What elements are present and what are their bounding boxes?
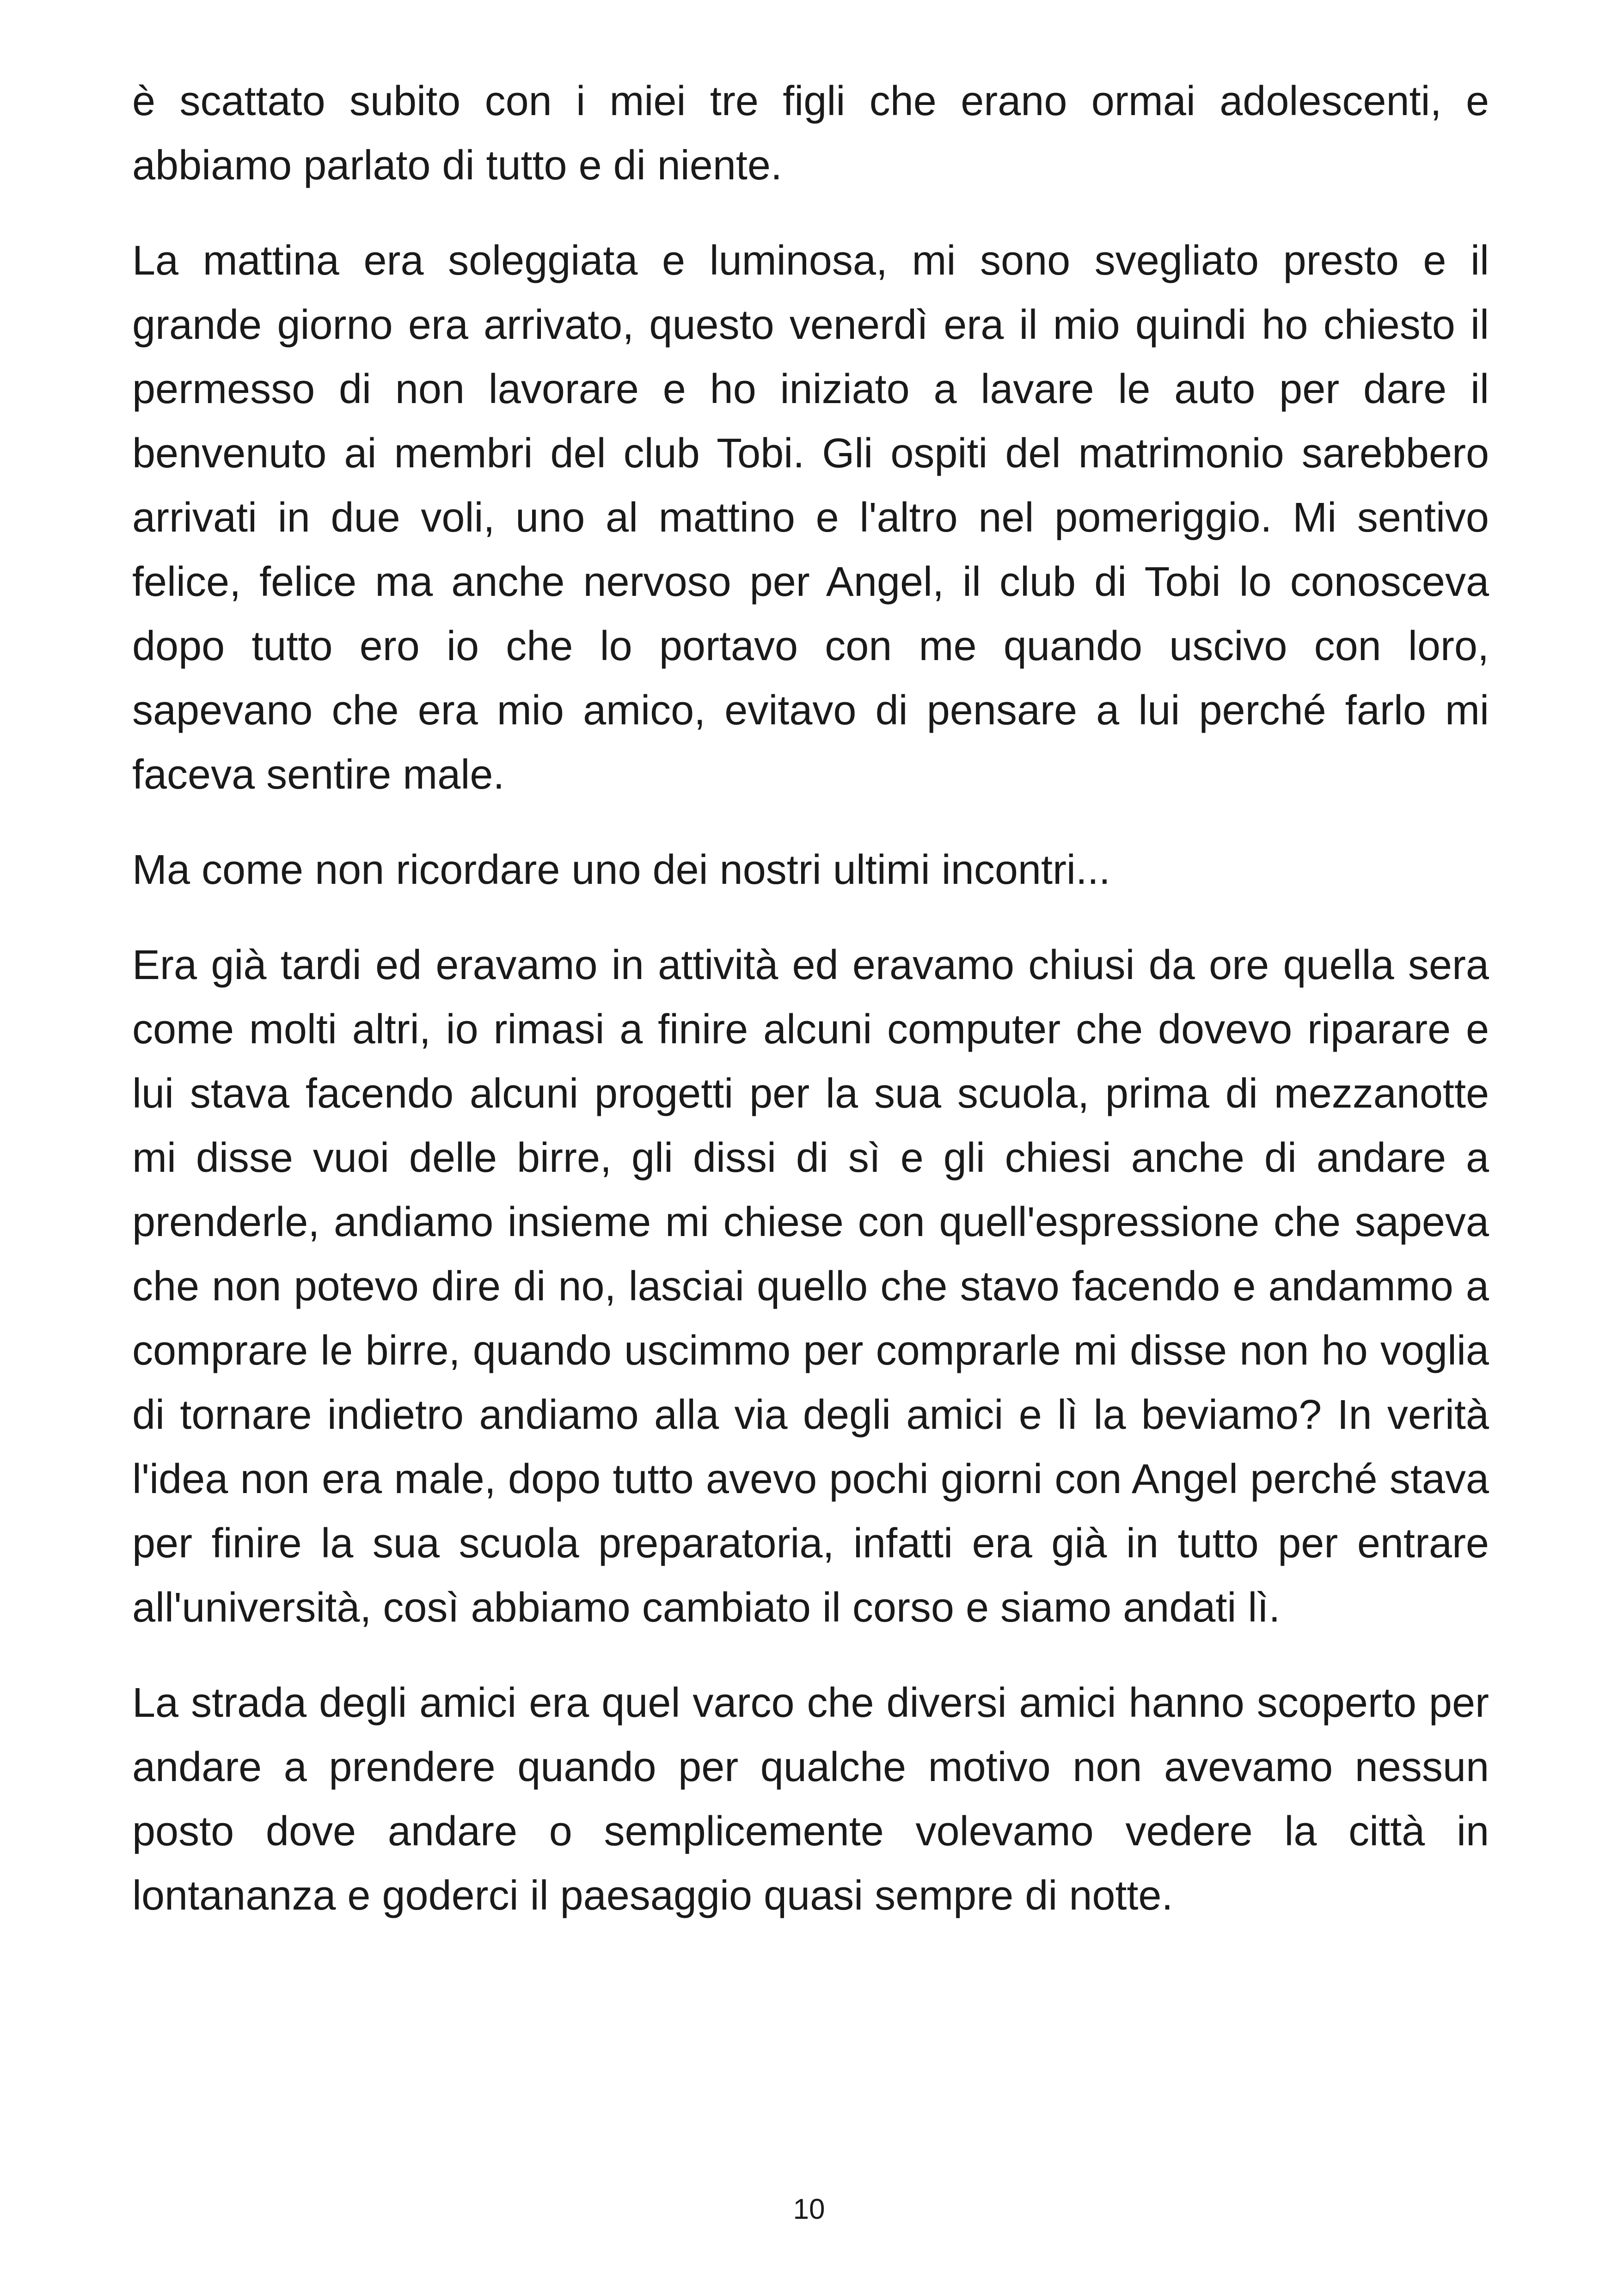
paragraph-2: La mattina era soleggiata e luminosa, mi sono svegliato presto e il grande giorno era arrivato, questo venerdì era il mio quindi ho chiesto il permesso di non lavorare e ho iniziato a lavare le auto per dare il benvenuto ai membri del club Tobi. Gli ospiti del matrimonio sarebbero arrivati in due voli, uno al mattino e l'altro nel pomeriggio. Mi sentivo felice, felice ma anche nervoso per Angel, il club di Tobi lo conosceva dopo tutto ero io che lo portavo con me quando uscivo con loro, sapevano che era mio amico, evitavo di pensare a lui perché farlo mi faceva sentire male. bbox=[132, 238, 1489, 798]
paragraph-3: Ma come non ricordare uno dei nostri ultimi incontri... bbox=[132, 847, 1110, 893]
paragraph-1: è scattato subito con i miei tre figli che erano ormai adolescenti, e abbiamo parlato di tutto e di niente. bbox=[132, 78, 1489, 189]
paragraph-5: La strada degli amici era quel varco che diversi amici hanno scoperto per andare a prendere quando per qualche motivo non avevamo nessun posto dove andare o semplicemente volevamo vedere la città in lontananza e goderci il paesaggio quasi sempre di notte. bbox=[132, 1680, 1489, 1919]
body-text bbox=[132, 69, 1489, 1928]
page-number: 10 bbox=[793, 2193, 825, 2225]
paragraph-4: Era già tardi ed eravamo in attività ed eravamo chiusi da ore quella sera come molti altri, io rimasi a finire alcuni computer che dovevo riparare e lui stava facendo alcuni progetti per la sua scuola, prima di mezzanotte mi disse vuoi delle birre, gli dissi di sì e gli chiesi anche di andare a prenderle, andiamo insieme mi chiese con quell'espressione che sapeva che non potevo dire di no, lasciai quello che stavo facendo e andammo a comprare le birre, quando uscimmo per comprarle mi disse non ho voglia di tornare indietro andiamo alla via degli amici e lì la beviamo? In verità l'idea non era male, dopo tutto avevo pochi giorni con Angel perché stava per finire la sua scuola preparatoria, infatti era già in tutto per entrare all'università, così abbiamo cambiato il corso e siamo andati lì. bbox=[132, 942, 1489, 1631]
